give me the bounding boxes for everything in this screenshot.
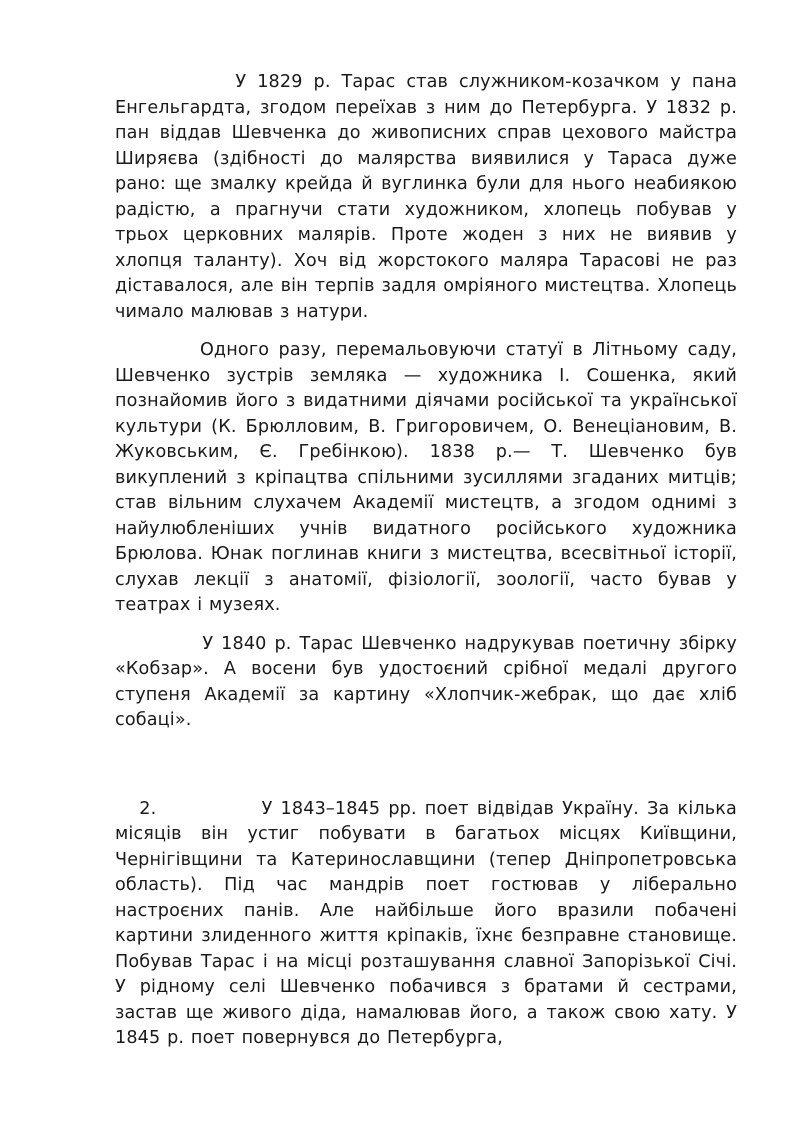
document-page bbox=[115, 70, 744, 1052]
paragraph-1: У 1829 р. Тарас став служником-козачком у пана Енгельгардта, згодом переїхав з ним до Петербурга. У 1832 р. пан віддав Шевченка до живописних справ цехового майстра Ширяєва (здібності до малярства виявилися у Тараса дуже рано: ще змалку крейда й вуглинка були для нього неабиякою радістю, а прагнучи стати художником, хлопець побував у трьох церковних малярів. Проте жоден з них не виявив у хлопця таланту). Хоч від жорстокого маляра Тарасові не раз діставалося, але він терпів задля омріяного мистецтва. Хлопець чимало малював з натури. bbox=[115, 72, 744, 322]
paragraph-2: Одного разу, перемальовуючи статуї в Літньому саду, Шевченко зустрів земляка — художника І. Сошенка, який познайомив його з видатними діячами російської та української культури (К. Брюлловим, В. Григоровичем, О. Венеціановим, В. Жуковським, Є. Гребінкою). 1838 р.— Т. Шевченко був викуплений з кріпацтва спільними зусиллями згаданих митців; став вільним слухачем Академії мистецтв, а згодом однимі з найулюбленіших учнів видатного російського художника Брюлова. Юнак поглинав книги з мистецтва, всесвітньої історії, слухав лекції з анатомії, фізіології, зоології, часто бував у театрах і музеях. bbox=[115, 340, 744, 615]
list-number: 2. bbox=[115, 798, 157, 819]
section-gap bbox=[115, 747, 737, 797]
paragraph-3: У 1840 р. Тарас Шевченко надрукував поетичну збірку «Кобзар». А восени був удостоєний срібної медалі другого ступеня Академії за картину «Хлопчик-жебрак, що дає хліб собаці». bbox=[115, 633, 744, 730]
numbered-paragraph-text: У 1843–1845 рр. поет відвідав Україну. За кілька місяців він устиг побувати в багатьох місцях Київщини, Чернігівщини та Катеринославщини (тепер Дніпропетровська область). Під час мандрів поет гостював у ліберально настроєних панів. Але найбільше його вразили побачені картини злиденного життя кріпаків, їхнє безправне становище. Побував Тарас і на місці розташування славної Запорізької Січі. У рідному селі Шевченко побачився з братами й сестрами, застав ще живого діда, намалював його, а також свою хату. У 1845 р. поет повернувся до Петербурга, bbox=[115, 798, 744, 1048]
numbered-paragraph bbox=[115, 797, 744, 1052]
